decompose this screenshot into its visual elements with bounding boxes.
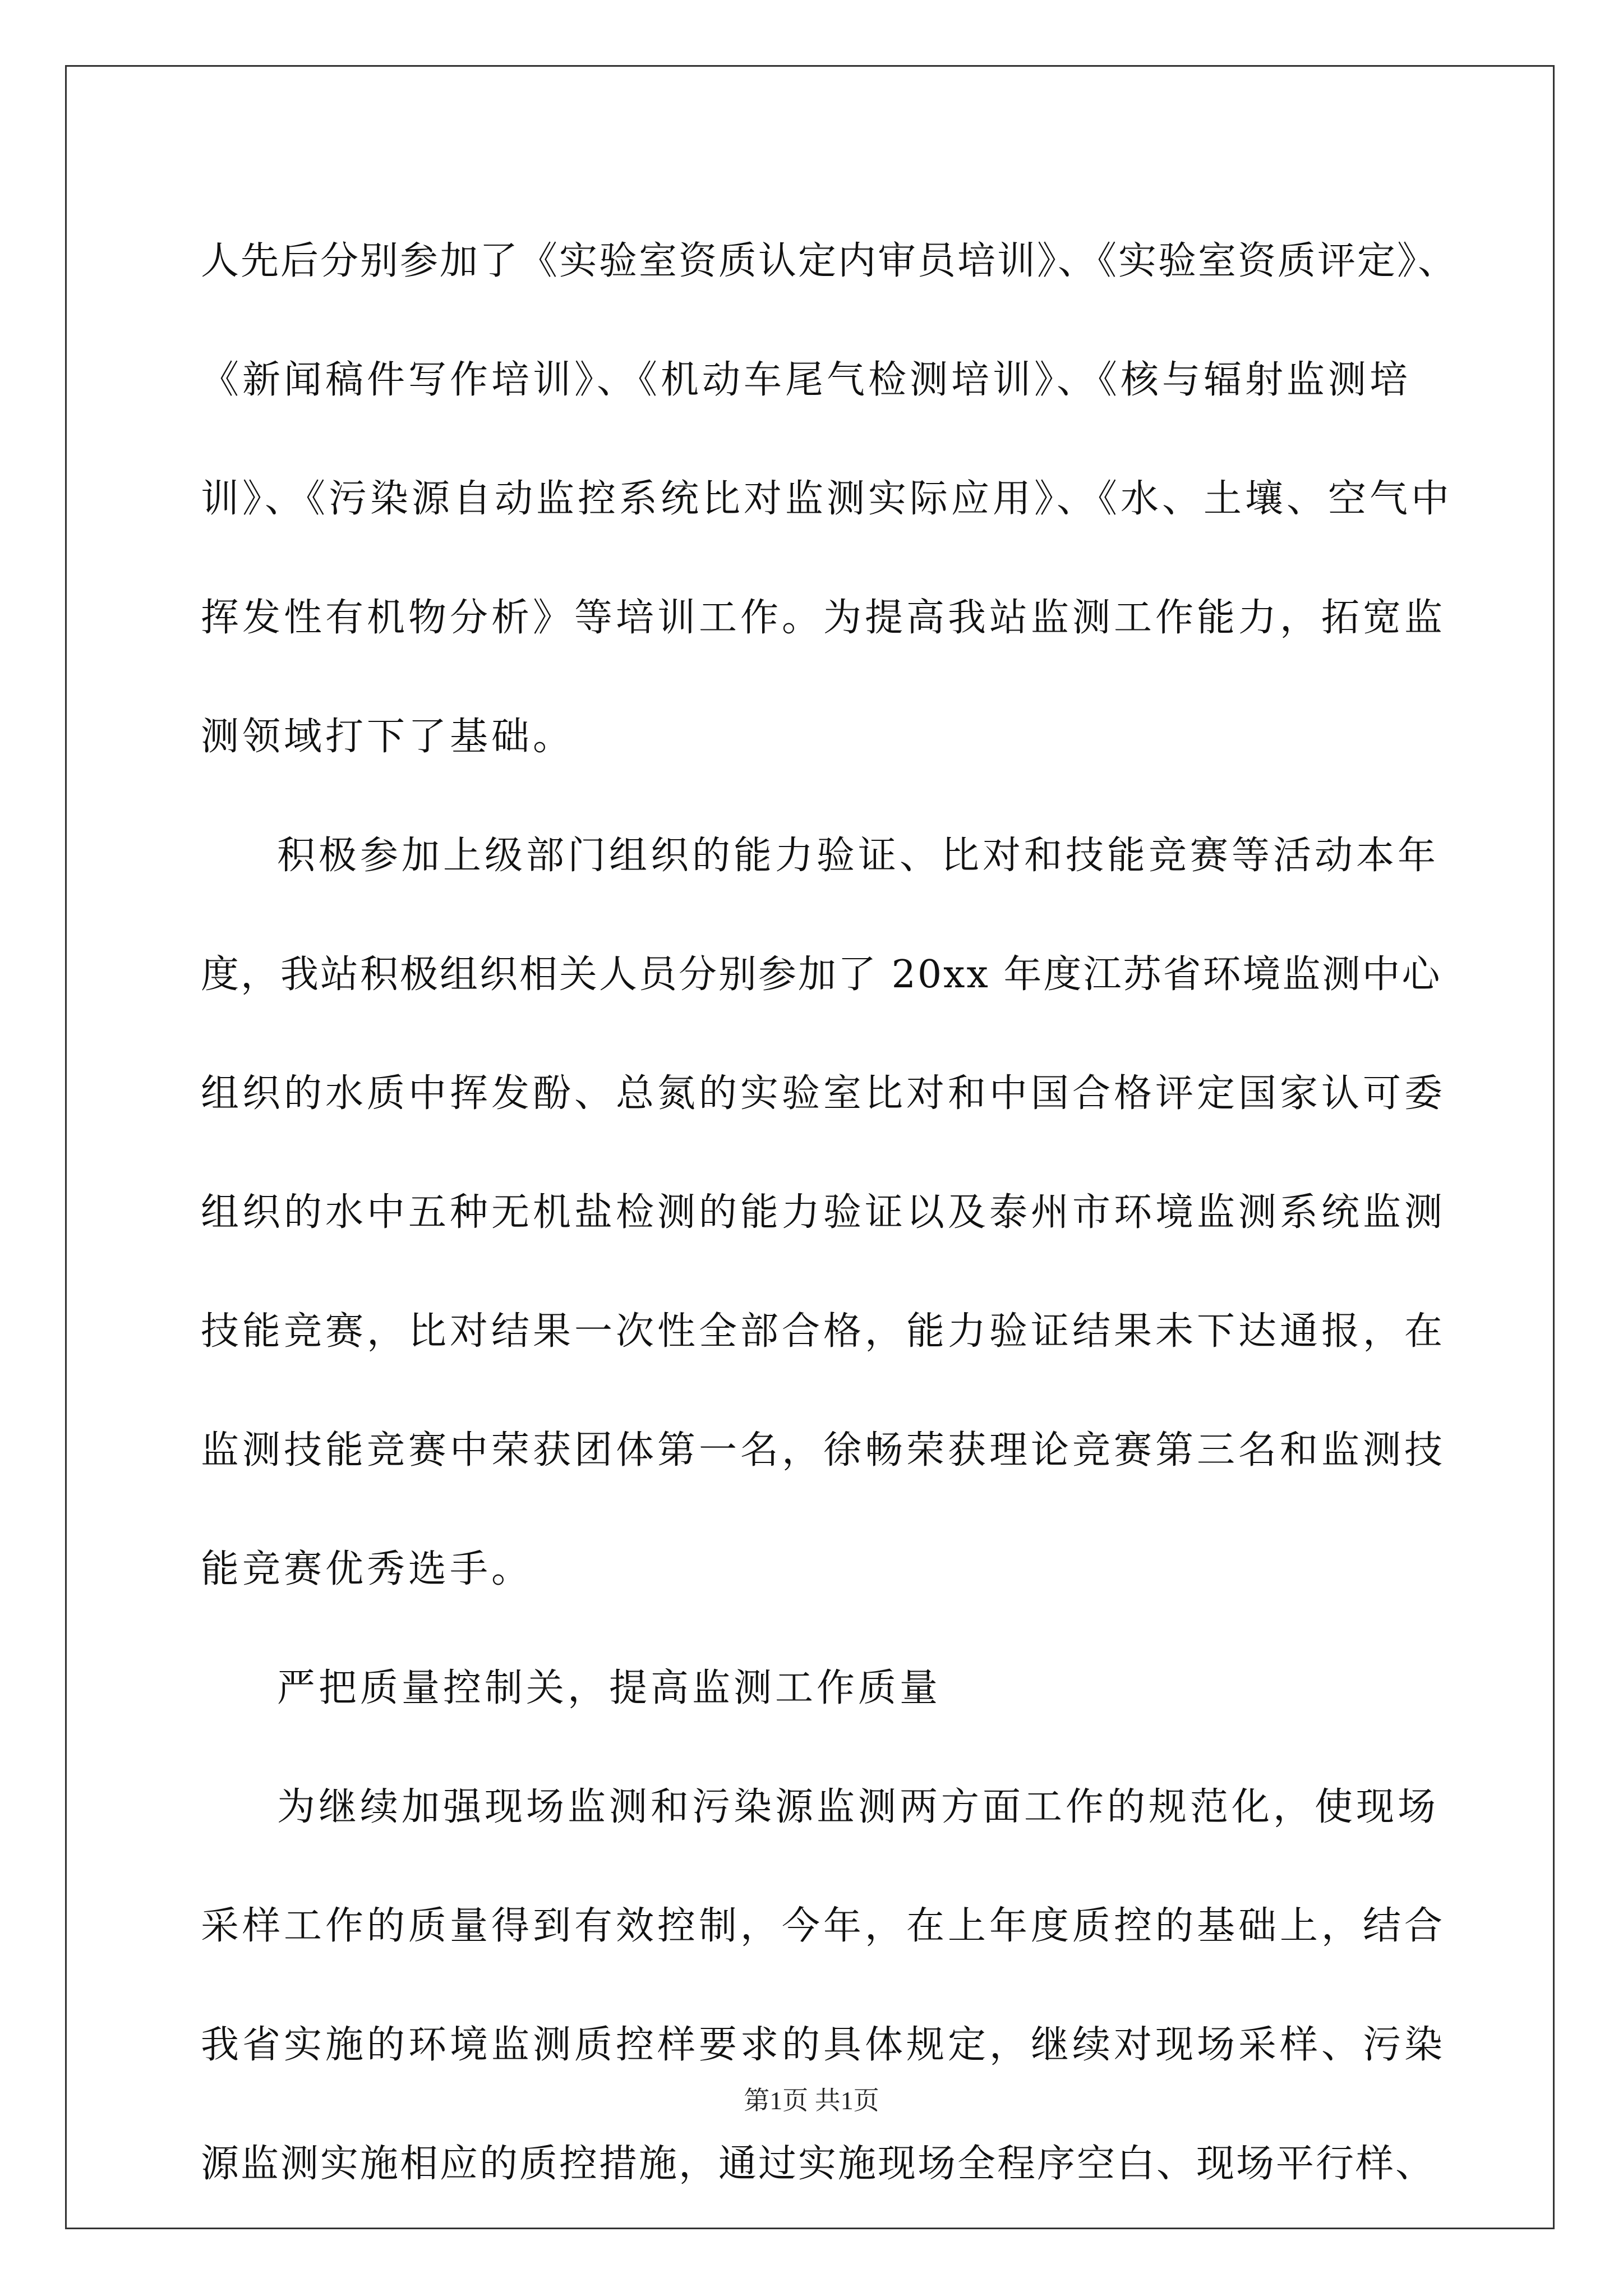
text-line: 测领域打下了基础。 <box>201 715 575 759</box>
section-heading: 严把质量控制关，提高监测工作质量 <box>277 1666 942 1710</box>
text-line: 挥发性有机物分析》等培训工作。为提高我站监测工作能力，拓宽监 <box>201 596 1446 640</box>
text-line: 能竞赛优秀选手。 <box>201 1547 533 1591</box>
text-line: 我省实施的环境监测质控样要求的具体规定，继续对现场采样、污染 <box>201 2023 1446 2067</box>
text-line: 监测技能竞赛中荣获团体第一名，徐畅荣获理论竞赛第三名和监测技 <box>201 1428 1446 1473</box>
paragraph-start-line: 为继续加强现场监测和污染源监测两方面工作的规范化，使现场 <box>277 1785 1440 1829</box>
text-line: 训》、《污染源自动监控系统比对监测实际应用》、《水、土壤、空气中 <box>201 477 1453 521</box>
text-line: 度，我站积极组织相关人员分别参加了 20xx 年度江苏省环境监测中心 <box>201 953 1442 997</box>
text-line: 人先后分别参加了《实验室资质认定内审员培训》、《实验室资质评定》、 <box>201 239 1458 283</box>
paragraph-start-line: 积极参加上级部门组织的能力验证、比对和技能竞赛等活动本年 <box>277 834 1440 878</box>
text-line: 采样工作的质量得到有效控制，今年，在上年度质控的基础上，结合 <box>201 1904 1446 1948</box>
text-line: 《新闻稿件写作培训》、《机动车尾气检测培训》、《核与辐射监测培 <box>201 358 1412 402</box>
text-line: 源监测实施相应的质控措施，通过实施现场全程序空白、现场平行样、 <box>201 2142 1436 2186</box>
text-line: 组织的水质中挥发酚、总氮的实验室比对和中国合格评定国家认可委 <box>201 1071 1446 1116</box>
text-line: 组织的水中五种无机盐检测的能力验证以及泰州市环境监测系统监测 <box>201 1190 1446 1235</box>
document-body <box>201 202 1458 2224</box>
page-number-footer: 第1页 共1页 <box>744 2086 879 2115</box>
text-line: 技能竞赛，比对结果一次性全部合格，能力验证结果未下达通报，在 <box>201 1309 1446 1354</box>
